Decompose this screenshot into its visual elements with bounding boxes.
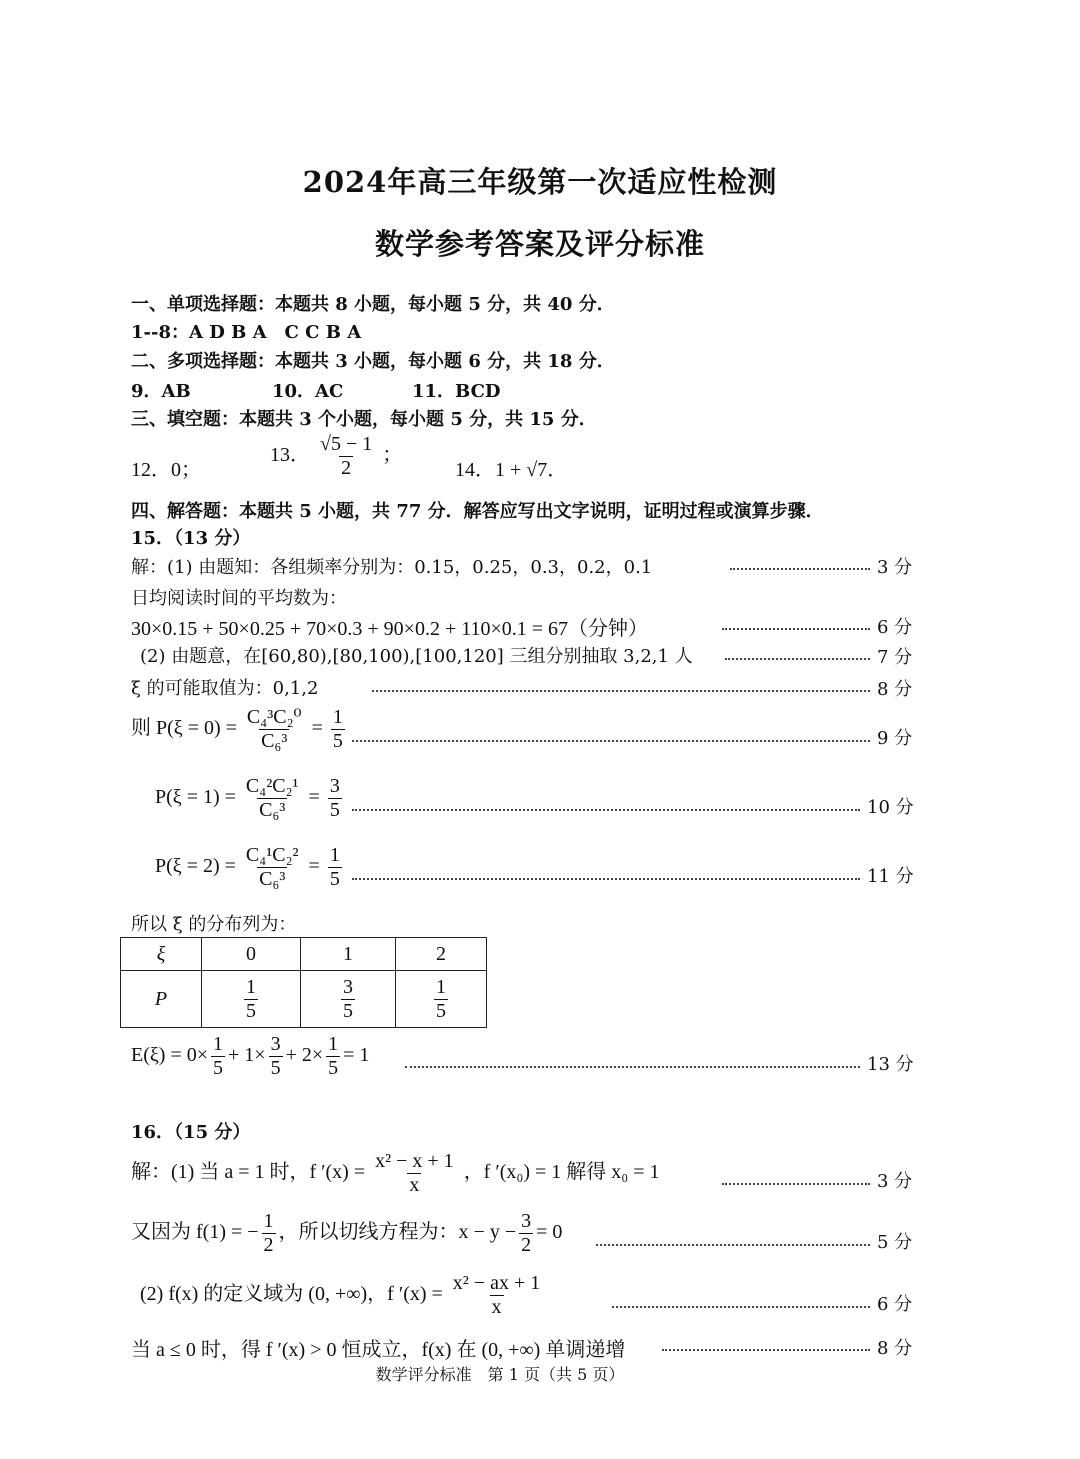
fraction-numerator: C₄²C₂¹ [245, 775, 299, 797]
result-fraction [331, 706, 345, 753]
fraction-numerator: 1 [263, 1210, 274, 1232]
section-1-header: 一、单项选择题：本题共 8 小题，每小题 5 分，共 40 分． [131, 294, 615, 315]
section-1-answers: 1--8：A D B A C C B A [131, 322, 362, 343]
dot-leader [722, 628, 870, 630]
q15-step-2: (2) 由题意，在[60,80),[80,100),[100,120] 三组分别抽取 3,2,1 人 [140, 646, 693, 667]
table-cell [396, 971, 487, 1028]
fraction-numerator: 3 [270, 1033, 281, 1055]
expectation-result: = 1 [343, 1044, 370, 1067]
score-13: 13 分 [867, 1054, 914, 1075]
document-title: 2024年高三年级第一次适应性检测 [302, 165, 778, 199]
score-6: 6 分 [877, 1294, 913, 1315]
score-8: 8 分 [877, 1338, 913, 1359]
fraction-numerator: 1 [246, 975, 256, 998]
score-3: 3 分 [877, 1171, 913, 1192]
q16-step-1-text: 解：(1) 当 a = 1 时，f ′(x) = [131, 1161, 366, 1184]
table-header-0: 0 [202, 938, 301, 971]
fraction-denominator: C₆³ [259, 799, 286, 821]
q16-step-4: 当 a ≤ 0 时，得 f ′(x) > 0 恒成立，f(x) 在 (0, +∞) 单调递增 [131, 1339, 626, 1361]
fraction-numerator: C₄¹C₂² [245, 844, 299, 866]
fraction-denominator: C₆³ [259, 868, 286, 890]
distribution-table [120, 937, 487, 1028]
derivative-fraction [373, 1150, 456, 1197]
dot-leader [612, 1306, 870, 1308]
fraction-numerator: 3 [329, 775, 340, 797]
score-10: 10 分 [867, 797, 914, 818]
fraction-numerator: C₄³C₂⁰ [246, 706, 302, 728]
answer-11: 11．BCD [412, 381, 501, 402]
fraction-denominator: 5 [246, 999, 256, 1022]
dot-leader [730, 568, 870, 570]
fraction-numerator: 1 [332, 706, 343, 728]
fraction-denominator: 5 [329, 868, 340, 890]
result-fraction [328, 775, 342, 822]
fraction-denominator: 5 [343, 999, 353, 1022]
fraction-denominator: C₆³ [261, 730, 288, 752]
dot-leader [352, 809, 860, 811]
table-cell [202, 971, 301, 1028]
dot-leader [405, 1066, 860, 1068]
fraction-numerator: 1 [328, 1033, 339, 1055]
fraction-numerator: 1 [213, 1033, 224, 1055]
fraction-denominator: 5 [213, 1057, 224, 1079]
fraction-numerator: x² − ax + 1 [452, 1272, 541, 1294]
expectation-term: + 1× [228, 1044, 266, 1067]
fraction-numerator: 3 [343, 975, 353, 998]
table-row-label-p: P [121, 971, 202, 1028]
q15-step-1: 解：(1) 由题知：各组频率分别为：0.15，0.25，0.3，0.2，0.1 [131, 557, 653, 578]
expectation-label: E(ξ) = 0× [131, 1044, 209, 1067]
q16-step-3 [140, 1272, 545, 1319]
table-header-xi: ξ [121, 938, 202, 971]
fraction-numerator: 3 [521, 1210, 532, 1232]
fraction-denominator: 5 [332, 730, 343, 752]
fraction-numerator: 1 [436, 975, 446, 998]
q16-step-1 [131, 1150, 660, 1197]
fraction-denominator: x [491, 1296, 502, 1318]
dot-leader [596, 1244, 870, 1246]
table-header-1: 1 [301, 938, 396, 971]
dot-leader [725, 658, 870, 660]
q15-values: ξ 的可能取值为：0,1,2 [131, 678, 319, 699]
prob-xi-1: P(ξ = 1) = $\frac{\text{C₄²C₂¹}}{\text{C₆³}}$ = $\frac{3}{5}$ [155, 775, 340, 821]
section-4-header: 四、解答题：本题共 5 小题，共 77 分．解答应写出文字说明，证明过程或演算步骤． [131, 501, 824, 522]
answer-12: 12．0； [131, 459, 201, 481]
fraction-denominator: 5 [270, 1057, 281, 1079]
combination-fraction [244, 775, 301, 822]
question-15-header: 15．（13 分） [131, 528, 251, 549]
answer-10: 10．AC [272, 381, 344, 402]
dot-leader [662, 1349, 870, 1351]
fraction-denominator: 5 [436, 999, 446, 1022]
fraction-numerator: 1 [329, 844, 340, 866]
q16-tangent-line [131, 1210, 562, 1257]
score-7: 7 分 [877, 647, 913, 668]
fraction-denominator: 5 [328, 1057, 339, 1079]
q16-step-1-result: ，f ′(x₀) = 1 解得 x₀ = 1 [463, 1161, 660, 1184]
fraction-denominator: 2 [521, 1234, 532, 1256]
q15-mean-label: 日均阅读时间的平均数为： [131, 588, 347, 609]
fraction-denominator: x [409, 1174, 420, 1196]
q16-step-2-end: = 0 [536, 1221, 563, 1244]
score-5: 5 分 [877, 1232, 913, 1253]
prob-xi-2: P(ξ = 2) = $\frac{\text{C₄¹C₂²}}{\text{C₆³}}$ = $\frac{1}{5}$ [155, 844, 340, 890]
fraction-denominator: 5 [329, 799, 340, 821]
dot-leader [352, 878, 860, 880]
combination-fraction [244, 844, 301, 891]
q16-step-2-text: 又因为 f(1) = − [131, 1221, 259, 1244]
combination-fraction [245, 706, 304, 753]
fraction-numerator: √5 − 1 [320, 433, 373, 455]
fraction-denominator: 2 [341, 457, 352, 479]
score-8: 8 分 [877, 679, 913, 700]
distribution-label: 所以 ξ 的分布列为： [131, 914, 297, 935]
score-6: 6 分 [877, 617, 913, 638]
fraction-denominator: 2 [263, 1234, 274, 1256]
expectation-formula [131, 1033, 369, 1080]
document-subtitle: 数学参考答案及评分标准 [374, 227, 705, 261]
answer-13-end: ； [382, 444, 403, 467]
fraction-numerator: x² − x + 1 [375, 1150, 454, 1172]
prob-xi-0: 则 P(ξ = 0) = $\frac{\text{C₄³C₂⁰}}{\text{C₆³}}$ = $\frac{1}{5}$ [131, 706, 343, 752]
section-2-header: 二、多项选择题：本题共 3 小题，每小题 6 分，共 18 分． [131, 351, 615, 372]
answer-14: 14．1 + √7． [455, 459, 568, 481]
answer-9: 9．AB [131, 381, 191, 402]
result-fraction [328, 844, 342, 891]
prob-label: 则 P(ξ = 0) = [131, 717, 237, 740]
score-3: 3 分 [877, 557, 913, 578]
answer-13-label: 13． [270, 444, 310, 467]
answer-13-fraction [318, 433, 374, 480]
score-11: 11 分 [867, 866, 914, 887]
dot-leader [372, 690, 870, 692]
dot-leader [352, 740, 870, 742]
table-header-2: 2 [396, 938, 487, 971]
q16-step-2-mid: ，所以切线方程为：x − y − [278, 1221, 517, 1244]
answer-13 [270, 433, 402, 480]
page-footer: 数学评分标准 第 1 页（共 5 页） [375, 1365, 625, 1384]
dot-leader [722, 1183, 870, 1185]
prob-label: P(ξ = 1) = [155, 786, 236, 809]
derivative-fraction [451, 1272, 542, 1319]
expectation-term: + 2× [285, 1044, 324, 1067]
prob-label: P(ξ = 2) = [155, 855, 236, 878]
question-16-header: 16．（15 分） [131, 1122, 251, 1143]
score-9: 9 分 [877, 728, 913, 749]
q16-step-3-text: (2) f(x) 的定义域为 (0, +∞)，f ′(x) = [140, 1283, 443, 1306]
table-cell [301, 971, 396, 1028]
section-3-header: 三、填空题：本题共 3 个小题，每小题 5 分，共 15 分． [131, 409, 597, 430]
q15-mean-formula: 30×0.15 + 50×0.25 + 70×0.3 + 90×0.2 + 110×0.1 = 67（分钟） [131, 618, 649, 640]
